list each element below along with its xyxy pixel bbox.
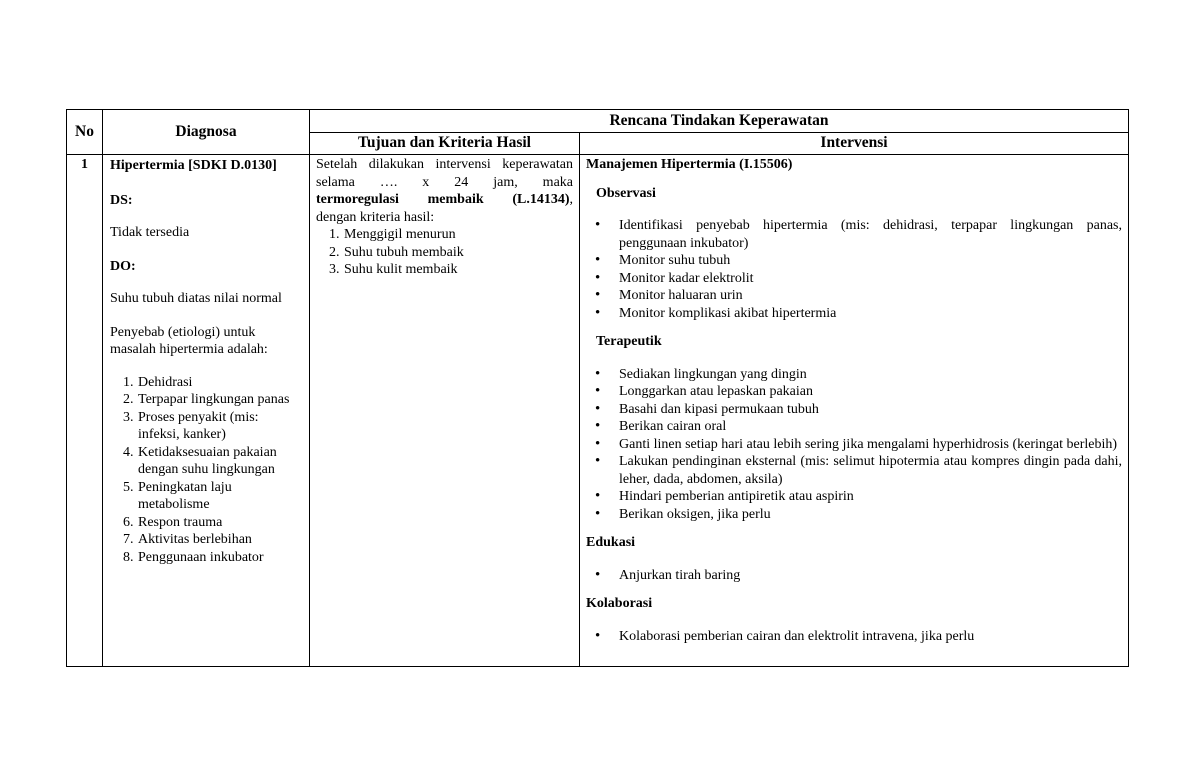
diagnosa-cell xyxy=(103,155,310,667)
kriteria-item: 3. Suhu kulit membaik xyxy=(343,261,573,279)
edukasi-item: • Anjurkan tirah baring xyxy=(619,567,1122,585)
kriteria-list xyxy=(316,226,573,279)
etiologi-intro: Penyebab (etiologi) untuk masalah hipertermia adalah: xyxy=(110,324,268,357)
kolaborasi-list xyxy=(586,628,1122,646)
tujuan-outcome: termoregulasi membaik (L.14134) xyxy=(316,192,570,207)
row-number: 1 xyxy=(67,155,103,667)
observasi-item: • Monitor komplikasi akibat hipertermia xyxy=(619,305,1122,323)
header-intervensi: Intervensi xyxy=(580,133,1129,155)
kriteria-item: 1. Menggigil menurun xyxy=(343,226,573,244)
header-rencana: Rencana Tindakan Keperawatan xyxy=(310,110,1129,133)
terapeutik-item: • Berikan cairan oral xyxy=(619,418,1122,436)
tujuan-cell xyxy=(310,155,580,667)
terapeutik-list xyxy=(586,366,1122,524)
etiologi-item: 5. Peningkatan laju metabolisme xyxy=(137,479,302,514)
do-label: DO: xyxy=(110,258,136,274)
nursing-care-plan-table xyxy=(66,109,1129,667)
header-no: No xyxy=(67,110,103,155)
etiologi-item: 4. Ketidaksesuaian pakaian dengan suhu lingkungan xyxy=(137,444,302,479)
intervensi-cell xyxy=(580,155,1129,667)
edukasi-label: Edukasi xyxy=(586,535,636,550)
tujuan-line-3 xyxy=(316,191,573,209)
intervensi-title: Manajemen Hipertermia (I.15506) xyxy=(586,157,793,172)
observasi-item: • Monitor haluaran urin xyxy=(619,287,1122,305)
etiologi-item: 2. Terpapar lingkungan panas xyxy=(137,391,302,409)
observasi-list xyxy=(586,217,1122,322)
terapeutik-item: • Basahi dan kipasi permukaan tubuh xyxy=(619,401,1122,419)
etiologi-item: 7. Aktivitas berlebihan xyxy=(137,531,302,549)
etiologi-item: 1. Dehidrasi xyxy=(137,374,302,392)
terapeutik-item: • Hindari pemberian antipiretik atau aspirin xyxy=(619,488,1122,506)
observasi-label: Observasi xyxy=(596,185,656,201)
edukasi-list xyxy=(586,567,1122,585)
kriteria-item: 2. Suhu tubuh membaik xyxy=(343,244,573,262)
terapeutik-item: • Lakukan pendinginan eksternal (mis: selimut hipotermia atau kompres dingin pada dahi, leher, dada, abdomen, aksila) xyxy=(619,453,1122,488)
header-tujuan: Tujuan dan Kriteria Hasil xyxy=(310,133,580,155)
etiologi-list xyxy=(110,374,302,567)
header-diagnosa: Diagnosa xyxy=(103,110,310,155)
tujuan-line-2: selama …. x 24 jam, maka xyxy=(316,174,573,190)
observasi-item: • Monitor kadar elektrolit xyxy=(619,270,1122,288)
terapeutik-label: Terapeutik xyxy=(596,334,662,349)
etiologi-item: 6. Respon trauma xyxy=(137,514,302,532)
terapeutik-item: • Ganti linen setiap hari atau lebih sering jika mengalami hyperhidrosis (keringat berlebih) xyxy=(619,436,1122,454)
tujuan-line-1: Setelah dilakukan intervensi keperawatan xyxy=(316,157,573,172)
etiologi-item: 3. Proses penyakit (mis: infeksi, kanker) xyxy=(137,409,302,444)
kolaborasi-item: • Kolaborasi pemberian cairan dan elektrolit intravena, jika perlu xyxy=(619,628,1122,646)
ds-label: DS: xyxy=(110,192,133,208)
kolaborasi-label: Kolaborasi xyxy=(586,596,653,611)
observasi-item: • Monitor suhu tubuh xyxy=(619,252,1122,270)
terapeutik-item: • Berikan oksigen, jika perlu xyxy=(619,506,1122,524)
diagnosa-title: Hipertermia [SDKI D.0130] xyxy=(110,158,277,173)
tujuan-line-4: dengan kriteria hasil: xyxy=(316,209,435,225)
observasi-item: • Identifikasi penyebab hipertermia (mis: dehidrasi, terpapar lingkungan panas, penggunaan inkubator) xyxy=(619,217,1122,252)
ds-text: Tidak tersedia xyxy=(110,225,190,240)
terapeutik-item: • Longgarkan atau lepaskan pakaian xyxy=(619,383,1122,401)
etiologi-item: 8. Penggunaan inkubator xyxy=(137,549,302,567)
tujuan-comma: , xyxy=(569,192,573,207)
terapeutik-item: • Sediakan lingkungan yang dingin xyxy=(619,366,1122,384)
do-text: Suhu tubuh diatas nilai normal xyxy=(110,291,282,306)
